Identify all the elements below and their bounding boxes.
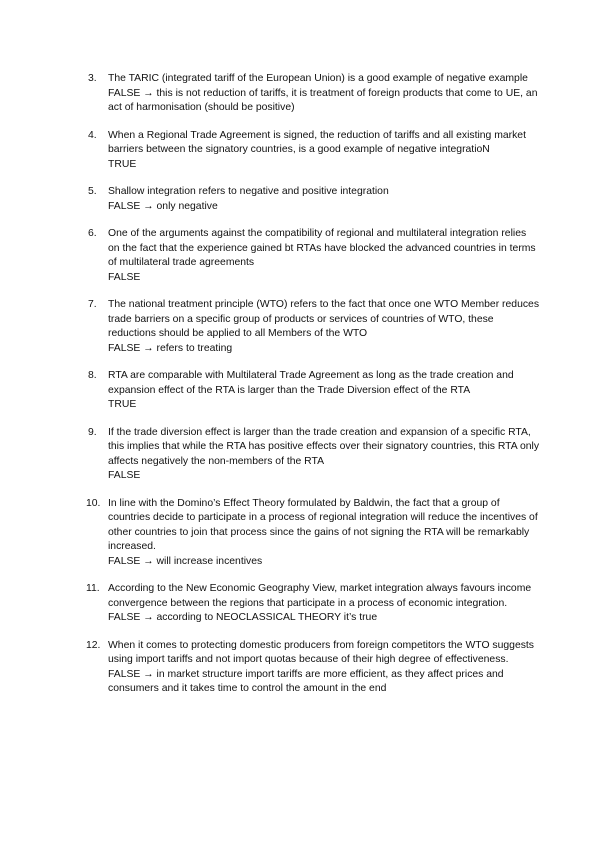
question-number: 12. [86,639,101,651]
question-text: The national treatment principle (WTO) refers to the fact that once one WTO Member reduces trade barriers on a specific group of products or services of countries of WTO, these reductions should be applied to all Members of the WTO [108,299,540,339]
question-item [88,72,540,116]
question-number: 11. [86,583,100,594]
question-answer: FALSE → will increase incentives [108,555,263,567]
question-number: 5. [88,186,97,197]
question-text: The TARIC (integrated tariff of the European Union) is a good example of negative example [108,73,528,84]
question-item [88,129,540,173]
question-text: If the trade diversion effect is larger than the trade creation and expansion of a specific RTA, this implies that while the RTA has positive effects over their signatory countries, this RTA only affects negatively the non-members of the RTA [108,426,540,467]
question-answer: FALSE [108,271,141,283]
question-text: In line with the Domino’s Effect Theory formulated by Baldwin, the fact that a group of countries decide to participate in a process of regional integration will reduce the incentives of other countries to join that process since the gains of not signing the RTA will be remarkably increased. [108,497,538,552]
question-answer: FALSE → refers to treating [108,342,233,354]
question-text: Shallow integration refers to negative and positive integration [108,186,389,197]
question-answer: TRUE [108,158,137,170]
question-answer: TRUE [108,399,137,410]
question-answer: FALSE → in market structure import tariffs are more efficient, as they affect prices and consumers and it takes time to control the amount in the end [108,668,504,694]
question-number: 4. [88,129,97,141]
question-number: 9. [88,426,97,438]
question-list [88,72,540,710]
question-answer: FALSE → according to NEOCLASSICAL THEORY it’s true [108,612,378,623]
question-item [88,639,540,697]
question-text: When it comes to protecting domestic producers from foreign competitors the WTO suggests using import tariffs and not import quotas because of their high degree of effectiveness. [108,639,535,665]
question-text: RTA are comparable with Multilateral Trade Agreement as long as the trade creation and expansion effect of the RTA is larger than the Trade Diversion effect of the RTA [108,370,514,396]
question-text: One of the arguments against the compatibility of regional and multilateral integration relies on the fact that the experience gained bt RTAs have blocked the advanced countries in terms of multilateral trade agreements [108,228,536,268]
question-answer: FALSE → this is not reduction of tariffs, it is treatment of foreign products that come to UE, an act of harmonisation (should be positive) [108,87,538,113]
question-item [88,369,540,413]
question-text: According to the New Economic Geography View, market integration always favours income convergence between the regions that participate in a process of economic integration. [108,583,532,609]
question-item [88,426,540,484]
question-number: 10. [86,497,101,509]
question-number: 3. [88,73,97,84]
question-text: When a Regional Trade Agreement is signed, the reduction of tariffs and all existing market barriers between the signatory countries, is a good example of negative integratioN [108,129,526,155]
question-number: 6. [88,228,97,239]
question-answer: FALSE [108,470,141,481]
question-answer: FALSE → only negative [108,200,218,212]
question-number: 8. [88,370,97,381]
question-number: 7. [88,299,97,310]
question-item [88,227,540,285]
question-item [88,497,540,570]
question-item [88,185,540,214]
question-item [88,582,540,626]
question-item [88,298,540,356]
